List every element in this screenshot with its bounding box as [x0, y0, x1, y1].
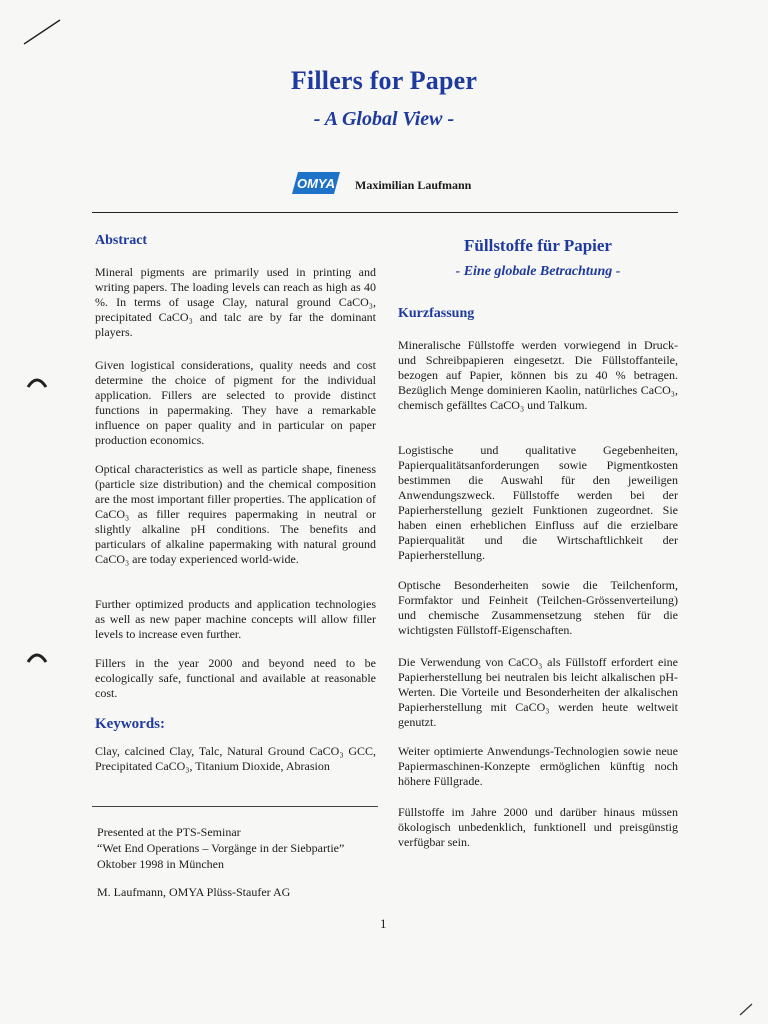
abstract-paragraph: Mineral pigments are primarily used in printing and writing papers. The loading levels can reach as high as 40 %. In terms of usage Clay, natural ground CaCO₃, precipitated CaCO₃ and talc are by far the dominant players.	[95, 265, 376, 339]
german-subtitle: - Eine globale Betrachtung -	[455, 264, 621, 279]
kurzfassung-heading: Kurzfassung	[398, 306, 475, 321]
abstract-heading: Abstract	[95, 233, 148, 248]
corner-mark	[736, 1002, 756, 1016]
kurzfassung-paragraph: Füllstoffe im Jahre 2000 und darüber hinaus müssen ökologisch unbedenklich, funktionell und preisgünstig verfügbar sein.	[398, 805, 678, 849]
abstract-paragraph: Optical characteristics as well as particle shape, fineness (particle size distribution) and the chemical composition are the most important filler properties. The application of CaCO₃ as filler requires papermaking in neutral or slightly alkaline pH conditions. The benefits and particulars of alkaline papermaking with natural ground CaCO₃ are today experienced world-wide.	[95, 462, 376, 566]
kurzfassung-paragraph: Optische Besonderheiten sowie die Teilchenform, Formfaktor und Feinheit (Teilchen-Grössenverteilung) und chemische Zusammensetzung stehen für die wichtigsten Füllstoff-Eigenschaften.	[398, 578, 678, 637]
keywords-divider	[92, 806, 378, 807]
page-number: 1	[380, 916, 387, 931]
punch-hole-mark	[26, 375, 48, 389]
abstract-paragraph: Fillers in the year 2000 and beyond need to be ecologically safe, functional and available at reasonable cost.	[95, 656, 376, 700]
kurzfassung-paragraph: Mineralische Füllstoffe werden vorwiegend in Druck- und Schreibpapieren eingesetzt. Die Füllstoffanteile, bezogen auf Papier, können bis zu 40 % betragen. Bezüglich Menge dominieren Kaolin, natürliches CaCO₃, chemisch gefälltes CaCO₃ und Talkum.	[398, 338, 678, 412]
kurzfassung-paragraph: Weiter optimierte Anwendungs-Technologien sowie neue Papiermaschinen-Konzepte ermöglichen künftig noch höhere Füllgrade.	[398, 744, 678, 788]
logo-text: OMYA	[296, 176, 336, 191]
abstract-paragraph: Given logistical considerations, quality needs and cost determine the choice of pigment for the individual application. Fillers are selected to provide distinct functions in papermaking. They have a remarkable influence on paper quality and in particular on paper production economics.	[95, 358, 376, 447]
header-divider	[92, 212, 678, 213]
keywords-text: Clay, calcined Clay, Talc, Natural Ground CaCO₃ GCC, Precipitated CaCO₃, Titanium Dioxide, Abrasion	[95, 744, 376, 773]
document-subtitle: - A Global View -	[313, 108, 455, 130]
keywords-heading: Keywords:	[95, 716, 165, 732]
kurzfassung-paragraph: Die Verwendung von CaCO₃ als Füllstoff erfordert eine Papierherstellung bei neutralen bis leicht alkalischen pH-Werten. Die Vorteile und Besonderheiten der alkalischen Papierherstellung mit CaCO₃ werden heute weltweit genutzt.	[398, 655, 678, 729]
presentation-note: “Wet End Operations – Vorgänge in der Siebpartie”	[97, 841, 345, 855]
kurzfassung-paragraph: Logistische und qualitative Gegebenheiten, Papierqualitätsanforderungen sowie Pigmentkosten bestimmen die Auswahl für den jeweiligen Anwendungszweck. Füllstoffe werden bei der Papierherstellung gezielt Funktionen zugeordnet. Sie haben einen erheblichen Einfluss auf die erzielbare Papierqualität und die Wirtschaftlichkeit der Papierherstellung.	[398, 443, 678, 562]
omya-logo	[288, 168, 344, 198]
author-affiliation: M. Laufmann, OMYA Plüss-Staufer AG	[97, 885, 291, 899]
pen-stroke-mark	[22, 18, 62, 46]
presentation-note: Presented at the PTS-Seminar	[97, 825, 241, 839]
abstract-paragraph: Further optimized products and application technologies as well as new paper machine concepts will allow filler levels to increase even further.	[95, 597, 376, 641]
presentation-note: Oktober 1998 in München	[97, 857, 224, 871]
german-title: Füllstoffe für Papier	[464, 236, 612, 255]
punch-hole-mark	[26, 650, 48, 664]
author-name: Maximilian Laufmann	[355, 178, 472, 192]
document-title: Fillers for Paper	[290, 66, 478, 95]
